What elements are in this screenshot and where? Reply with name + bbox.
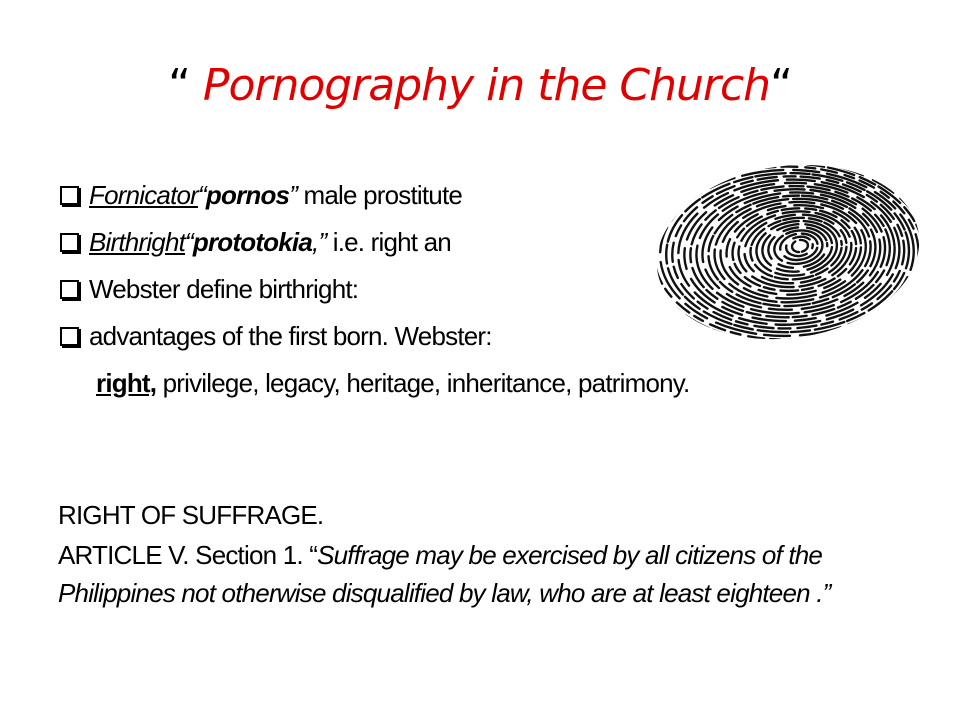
checkbox-bullet-icon xyxy=(60,233,79,252)
article-quote-1: Suffrage may be exercised by all citizens of the xyxy=(317,540,823,570)
bullet-text: advantages of the first born. Webster: xyxy=(89,321,492,351)
quote-close: ” xyxy=(289,180,298,210)
suffrage-heading: RIGHT OF SUFFRAGE. xyxy=(58,500,324,530)
checkbox-bullet-icon xyxy=(60,327,79,346)
suffrage-section xyxy=(58,496,918,612)
checkbox-bullet-icon xyxy=(60,280,79,299)
continuation-rest: privilege, legacy, heritage, inheritance, patrimony. xyxy=(156,368,690,398)
quote-open: “ xyxy=(198,180,206,210)
fingerprint-image xyxy=(654,160,922,340)
article-line-2: Philippines not otherwise disqualified by law, who are at least eighteen .” xyxy=(58,578,831,608)
quote-open: “ xyxy=(185,227,193,257)
title-open-quote: “ xyxy=(168,60,190,111)
checkbox-bullet-icon xyxy=(60,186,79,205)
title-close-quote: “ xyxy=(770,60,792,111)
bullet-rest: male prostitute xyxy=(297,180,463,210)
continuation-bold: right, xyxy=(96,368,157,398)
bullet-rest: i.e. right an xyxy=(326,227,451,257)
title-text: Pornography in the Church xyxy=(202,60,771,111)
greek-prototokia: prototokia xyxy=(192,227,313,257)
fingerprint-ridges xyxy=(654,160,922,340)
article-prefix: ARTICLE V. Section 1. “ xyxy=(58,540,318,570)
quote-close: ,” xyxy=(312,227,327,257)
slide-title xyxy=(0,56,960,116)
term-fornicator: Fornicator xyxy=(89,180,199,210)
term-birthright: Birthright xyxy=(89,227,186,257)
fingerprint-ridge xyxy=(785,235,815,258)
bullet-continuation xyxy=(60,360,780,407)
fingerprint-ridge xyxy=(791,239,809,254)
greek-pornos: pornos xyxy=(205,180,290,210)
bullet-text: Webster define birthright: xyxy=(89,274,359,304)
article-line-1 xyxy=(58,536,918,574)
